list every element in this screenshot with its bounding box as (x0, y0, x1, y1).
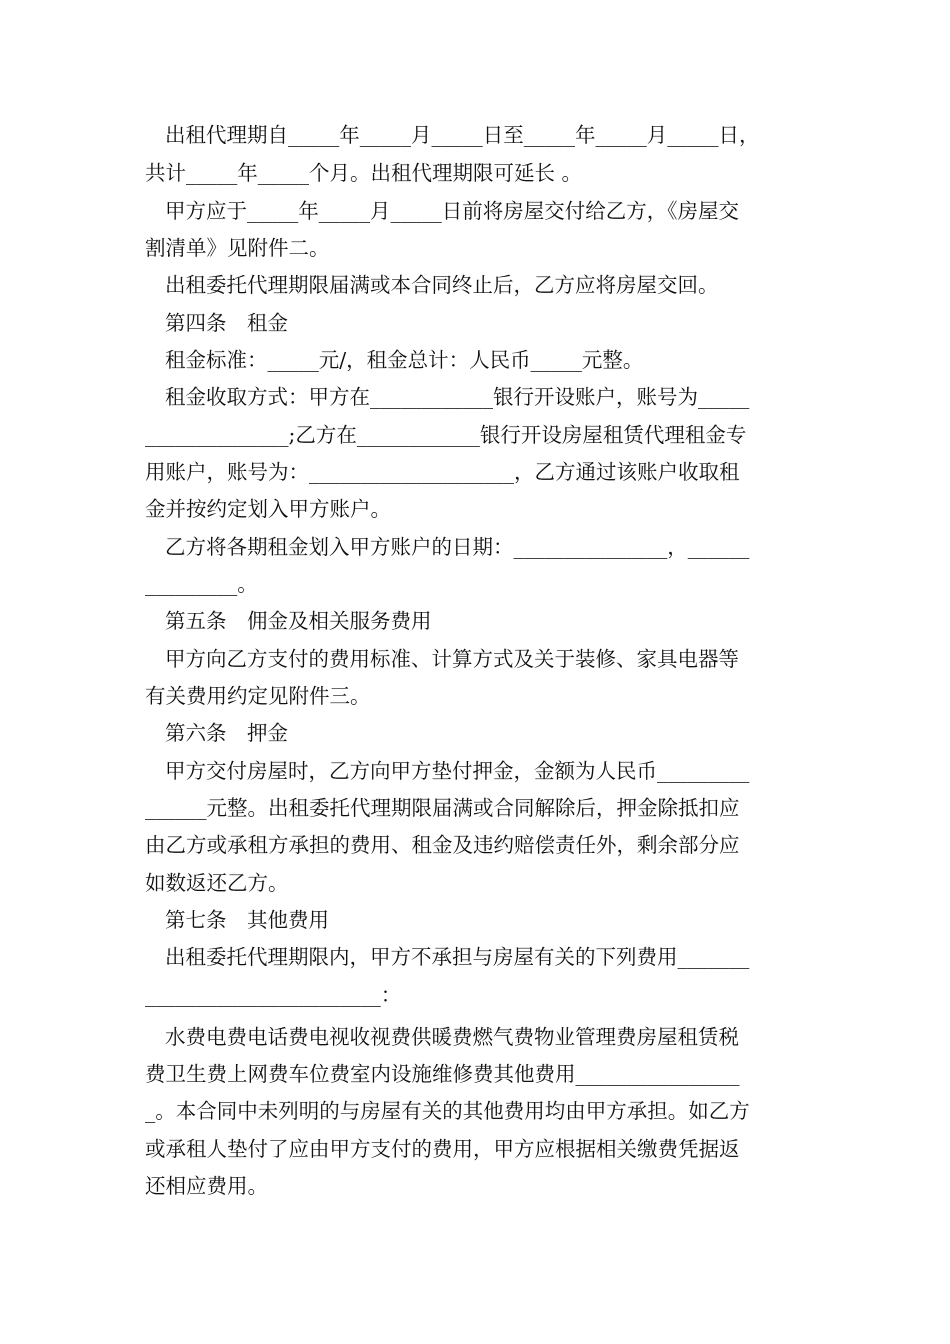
text-line: 水费电费电话费电视收视费供暖费燃气费物业管理费房屋租赁税 (165, 1025, 739, 1049)
text-line: 出租代理期自_____年_____月_____日至_____年_____月_____日， (165, 123, 760, 147)
text-line: 如数返还乙方。 (145, 871, 289, 895)
text-line: 割清单》见附件二。 (145, 236, 330, 260)
text-line: _________。 (145, 572, 258, 596)
text-line: 金并按约定划入甲方账户。 (145, 497, 391, 521)
text-line: ______________;乙方在____________银行开设房屋租赁代理租金专 (145, 423, 747, 447)
text-line: 共计_____年_____个月。出租代理期限可延长 。 (145, 161, 583, 185)
text-line: 乙方将各期租金划入甲方账户的日期：_______________，______ (165, 535, 750, 559)
text-line: ______元整。出租委托代理期限届满或合同解除后，押金除抵扣应 (145, 796, 740, 820)
text-line: 甲方向乙方支付的费用标准、计算方式及关于装修、家具电器等 (165, 647, 739, 671)
text-line: 租金收取方式：甲方在____________银行开设账户，账号为_____ (165, 385, 750, 409)
text-line: 甲方交付房屋时，乙方向甲方垫付押金，金额为人民币_________ (165, 759, 750, 783)
text-line: 出租委托代理期限内，甲方不承担与房屋有关的下列费用_______ (165, 945, 750, 969)
text-line: _。本合同中未列明的与房屋有关的其他费用均由甲方承担。如乙方 (145, 1099, 750, 1123)
text-line: 用账户，账号为：____________________，乙方通过该账户收取租 (145, 460, 740, 484)
text-line: 还相应费用。 (145, 1174, 268, 1198)
text-line: 租金标准：_____元/，租金总计：人民币_____元整。 (165, 348, 644, 372)
text-line: 由乙方或承租方承担的费用、租金及违约赔偿责任外，剩余部分应 (145, 833, 740, 857)
section-heading: 第五条 佣金及相关服务费用 (165, 609, 432, 633)
text-line: 或承租人垫付了应由甲方支付的费用，甲方应根据相关缴费凭据返 (145, 1137, 740, 1161)
text-line: 费卫生费上网费车位费室内设施维修费其他费用________________ (145, 1062, 740, 1086)
text-line: 有关费用约定见附件三。 (145, 684, 371, 708)
text-line: 甲方应于_____年_____月_____日前将房屋交付给乙方，《房屋交 (165, 199, 739, 223)
section-heading: 第七条 其他费用 (165, 908, 329, 932)
text-line: 出租委托代理期限届满或本合同终止后，乙方应将房屋交回。 (165, 273, 719, 297)
section-heading: 第四条 租金 (165, 311, 288, 335)
section-heading: 第六条 押金 (165, 721, 288, 745)
text-line: _______________________： (145, 983, 402, 1007)
